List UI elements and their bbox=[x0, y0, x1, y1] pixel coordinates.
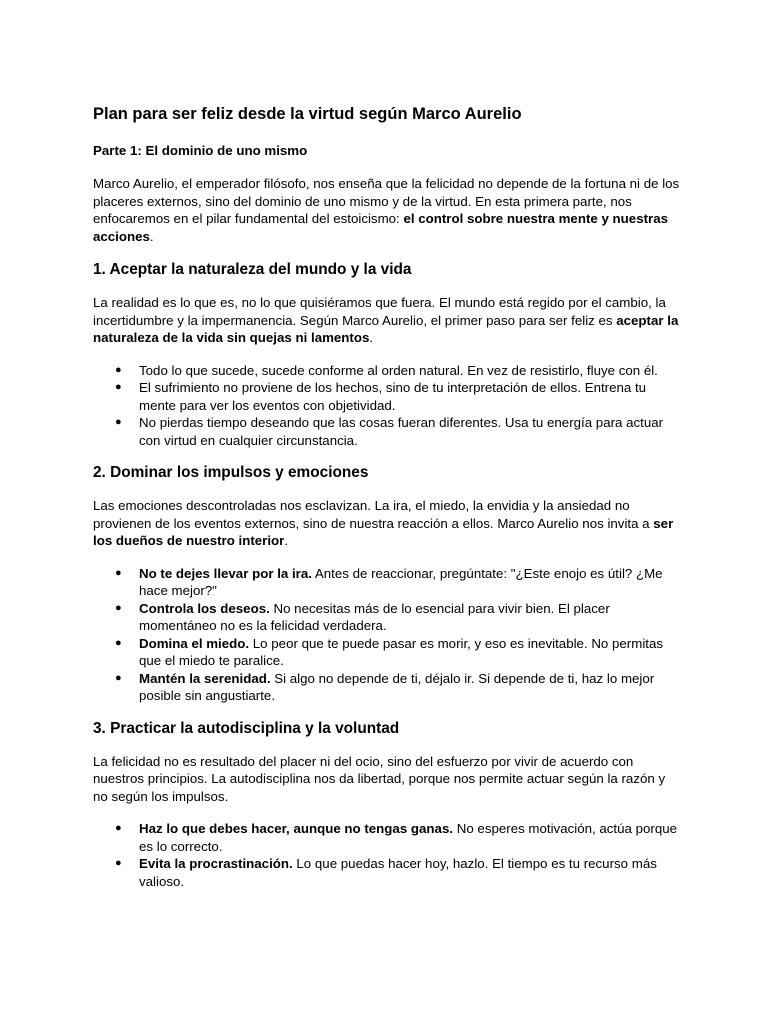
section-paragraph-3: La felicidad no es resultado del placer ni del ocio, sino del esfuerzo por vivir de acuerdo con nuestros principios. La autodisciplina nos da libertad, porque nos permite actuar según la razón y no según los impulsos. bbox=[93, 753, 666, 804]
bullet-list-2 bbox=[93, 565, 683, 705]
document-title: Plan para ser feliz desde la virtud según Marco Aurelio bbox=[93, 105, 522, 123]
section-paragraph-2: Las emociones descontroladas nos esclavizan. La ira, el miedo, la envidia y la ansiedad no provienen de los eventos externos, sino de nuestra reacción a ellos. Marco Aurelio nos invita a ser los dueños de nuestro interior. bbox=[93, 498, 674, 548]
bullet-icon: ● bbox=[115, 636, 122, 649]
list-item: ● No pierdas tiempo deseando que las cosas fueran diferentes. Usa tu energía para actuar con virtud en cualquier circunstancia. bbox=[115, 415, 664, 448]
intro-emphasis: el control sobre nuestra mente y nuestras acciones bbox=[93, 211, 668, 244]
list-item: ● Mantén la serenidad. Si algo no depende de ti, déjalo ir. Si depende de ti, haz lo mejor posible sin angustiarte. bbox=[115, 670, 655, 703]
bullet-list-1 bbox=[93, 362, 683, 450]
document-body bbox=[93, 104, 683, 904]
bullet-icon: ● bbox=[115, 566, 122, 579]
bullet-list-3 bbox=[93, 820, 683, 890]
bullet-icon: ● bbox=[115, 381, 122, 393]
section-heading-1: 1. Aceptar la naturaleza del mundo y la vida bbox=[93, 261, 412, 278]
list-item: ● Controla los deseos. No necesitas más de lo esencial para vivir bien. El placer momentáneo no es la felicidad verdadera. bbox=[115, 600, 610, 633]
bullet-icon: ● bbox=[115, 363, 122, 376]
list-item: ● Domina el miedo. Lo peor que te puede pasar es morir, y eso es inevitable. No permitas que el miedo te paralice. bbox=[115, 635, 664, 668]
bullet-icon: ● bbox=[115, 671, 122, 684]
list-item: ● No te dejes llevar por la ira. Antes de reaccionar, pregúntate: "¿Este enojo es útil? ¿Me hace mejor?" bbox=[115, 565, 663, 598]
part-title: Parte 1: El dominio de uno mismo bbox=[93, 143, 308, 158]
bullet-icon: ● bbox=[115, 822, 122, 834]
bullet-icon: ● bbox=[115, 601, 122, 614]
section-heading-2: 2. Dominar los impulsos y emociones bbox=[93, 464, 369, 481]
bullet-icon: ● bbox=[115, 416, 122, 428]
list-item: ● El sufrimiento no proviene de los hechos, sino de tu interpretación de ellos. Entrena tu mente para ver los eventos con objetividad. bbox=[115, 380, 647, 413]
intro-paragraph: Marco Aurelio, el emperador filósofo, nos enseña que la felicidad no depende de la fortuna ni de los placeres externos, sino del dominio de uno mismo y de la virtud. En esta primera parte, nos enfocaremos en el pilar fundamental del estoicismo: el control sobre nuestra mente y nuestras acciones. bbox=[93, 176, 680, 244]
list-item: ● Todo lo que sucede, sucede conforme al orden natural. En vez de resistirlo, fluye con él. bbox=[115, 362, 658, 378]
section-paragraph-1: La realidad es lo que es, no lo que quisiéramos que fuera. El mundo está regido por el cambio, la incertidumbre y la impermanencia. Según Marco Aurelio, el primer paso para ser feliz es aceptar la naturaleza de la vida sin quejas ni lamentos. bbox=[93, 295, 679, 345]
section-heading-3: 3. Practicar la autodisciplina y la voluntad bbox=[93, 719, 400, 737]
bullet-icon: ● bbox=[115, 857, 122, 869]
list-item: ● Evita la procrastinación. Lo que puedas hacer hoy, hazlo. El tiempo es tu recurso más valioso. bbox=[115, 856, 657, 889]
list-item: ● Haz lo que debes hacer, aunque no tengas ganas. No esperes motivación, actúa porque es lo correcto. bbox=[115, 821, 678, 854]
